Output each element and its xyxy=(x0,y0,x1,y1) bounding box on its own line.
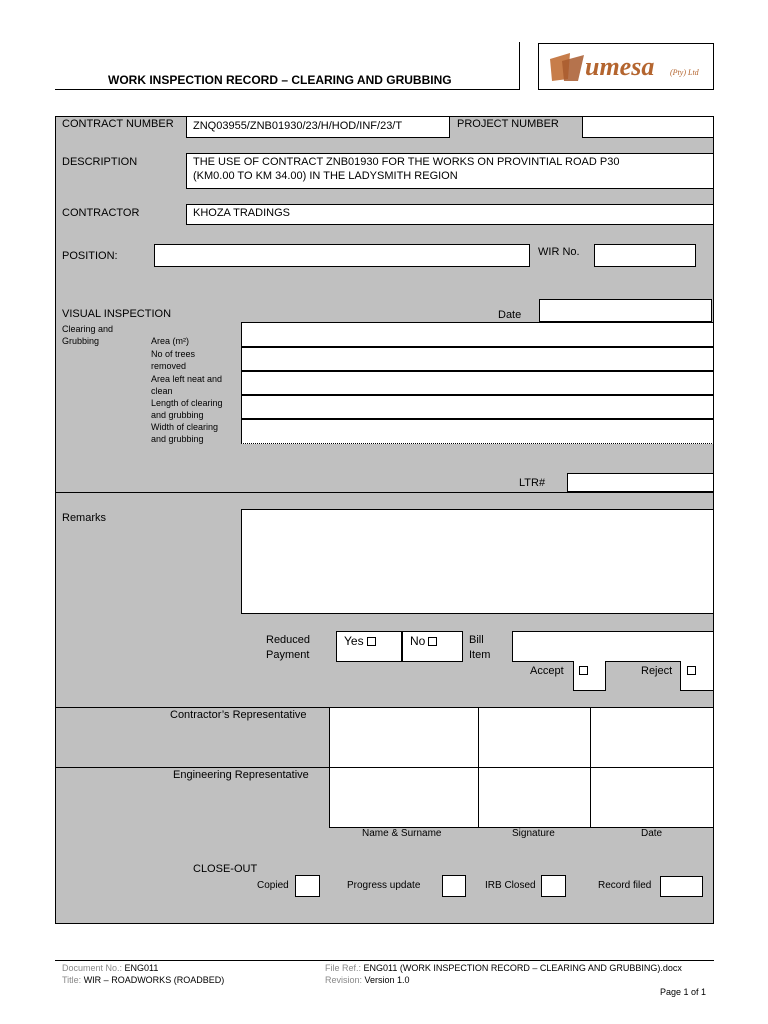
remarks-label: Remarks xyxy=(62,512,107,524)
yes-label: Yes xyxy=(344,634,364,648)
remarks-field[interactable] xyxy=(241,509,714,614)
no-label: No xyxy=(410,634,426,648)
no-option[interactable] xyxy=(402,631,463,662)
header-underline xyxy=(55,89,520,90)
engineering-rep-date-field[interactable] xyxy=(590,767,714,828)
wir-label: WIR No. xyxy=(538,246,580,258)
width-label-2: and grubbing xyxy=(151,434,204,444)
bill-label-2: Item xyxy=(469,649,491,661)
contractor-label: CONTRACTOR xyxy=(62,207,140,219)
irb-checkbox[interactable] xyxy=(541,875,566,897)
position-label: POSITION: xyxy=(62,250,118,262)
copied-label: Copied xyxy=(257,880,289,891)
accept-box[interactable] xyxy=(573,661,606,691)
section-divider xyxy=(55,492,714,493)
position-field[interactable] xyxy=(154,244,530,267)
page-title: WORK INSPECTION RECORD – CLEARING AND GRUBBING xyxy=(108,73,452,87)
signature-date-label: Date xyxy=(641,828,663,839)
area-label: Area (m²) xyxy=(151,336,189,346)
project-number-field[interactable] xyxy=(582,116,714,138)
footer-title: Title: WIR – ROADWORKS (ROADBED) xyxy=(62,975,225,985)
area-neat-field[interactable] xyxy=(241,371,714,395)
contractor-rep-label: Contractor’s Representative xyxy=(170,709,307,721)
contractor-rep-name-field[interactable] xyxy=(329,707,479,768)
description-line-2: (KM0.00 TO KM 34.00) IN THE LADYSMITH REGION xyxy=(193,170,458,182)
description-field[interactable] xyxy=(186,153,714,189)
contract-number-field[interactable] xyxy=(186,116,450,138)
length-field[interactable] xyxy=(241,395,714,419)
ltr-field[interactable] xyxy=(567,473,714,492)
width-field[interactable] xyxy=(241,419,714,444)
trees-removed-field[interactable] xyxy=(241,347,714,371)
wir-number-field[interactable] xyxy=(594,244,696,267)
yes-option[interactable] xyxy=(336,631,402,662)
bill-item-field[interactable] xyxy=(512,631,714,662)
contractor-rep-signature-field[interactable] xyxy=(478,707,591,768)
record-checkbox[interactable] xyxy=(660,876,703,897)
footer-file-ref: File Ref.: ENG011 (WORK INSPECTION RECORD – CLEARING AND GRUBBING).docx xyxy=(325,963,682,973)
area-field[interactable] xyxy=(241,322,714,347)
reject-checkbox[interactable] xyxy=(687,666,696,675)
record-label: Record filed xyxy=(598,880,652,891)
progress-checkbox[interactable] xyxy=(442,875,466,897)
neat-label-1: Area left neat and xyxy=(151,374,223,384)
engineering-rep-signature-field[interactable] xyxy=(478,767,591,828)
length-label-2: and grubbing xyxy=(151,410,204,420)
closeout-label: CLOSE-OUT xyxy=(193,863,258,875)
inspection-date-field[interactable] xyxy=(539,299,712,322)
reject-label: Reject xyxy=(641,665,673,677)
reduced-label-1: Reduced xyxy=(266,634,311,646)
width-label-1: Width of clearing xyxy=(151,422,219,432)
yes-checkbox[interactable] xyxy=(367,637,376,646)
clearing-label-1: Clearing and xyxy=(62,324,114,334)
date-label: Date xyxy=(498,309,522,321)
no-checkbox[interactable] xyxy=(428,637,437,646)
accept-checkbox[interactable] xyxy=(579,666,588,675)
footer-doc-no: Document No.: ENG011 xyxy=(62,963,159,973)
contract-number-value: ZNQ03955/ZNB01930/23/H/HOD/INF/23/T xyxy=(193,120,403,132)
neat-label-2: clean xyxy=(151,386,173,396)
accept-label: Accept xyxy=(530,665,564,677)
ltr-label: LTR# xyxy=(519,477,546,489)
footer-revision: Revision: Version 1.0 xyxy=(325,975,410,985)
bill-label-1: Bill xyxy=(469,634,484,646)
contractor-field[interactable] xyxy=(186,204,714,225)
logo-suffix: (Pty) Ltd xyxy=(670,68,699,77)
progress-label: Progress update xyxy=(347,880,421,891)
engineering-rep-name-field[interactable] xyxy=(329,767,479,828)
reduced-label-2: Payment xyxy=(266,649,310,661)
trees-label-2: removed xyxy=(151,361,187,371)
copied-checkbox[interactable] xyxy=(295,875,320,897)
footer-rule xyxy=(55,960,714,961)
contractor-rep-date-field[interactable] xyxy=(590,707,714,768)
visual-inspection-label: VISUAL INSPECTION xyxy=(62,308,172,320)
page-number: Page 1 of 1 xyxy=(660,987,707,997)
trees-label-1: No of trees xyxy=(151,349,196,359)
header-divider xyxy=(519,42,520,90)
company-logo xyxy=(538,43,714,90)
reject-box[interactable] xyxy=(680,661,714,691)
logo-mark-icon xyxy=(548,51,588,85)
description-label: DESCRIPTION xyxy=(62,156,138,168)
name-surname-label: Name & Surname xyxy=(362,828,442,839)
clearing-label-2: Grubbing xyxy=(62,336,100,346)
project-number-label: PROJECT NUMBER xyxy=(457,118,559,130)
length-label-1: Length of clearing xyxy=(151,398,223,408)
contract-number-label: CONTRACT NUMBER xyxy=(62,118,174,130)
contractor-value: KHOZA TRADINGS xyxy=(193,207,290,219)
logo-text: umesa xyxy=(585,52,655,81)
signature-label: Signature xyxy=(512,828,555,839)
description-line-1: THE USE OF CONTRACT ZNB01930 FOR THE WORKS ON PROVINTIAL ROAD P30 xyxy=(193,156,620,168)
irb-label: IRB Closed xyxy=(485,880,536,891)
engineering-rep-label: Engineering Representative xyxy=(173,769,309,781)
